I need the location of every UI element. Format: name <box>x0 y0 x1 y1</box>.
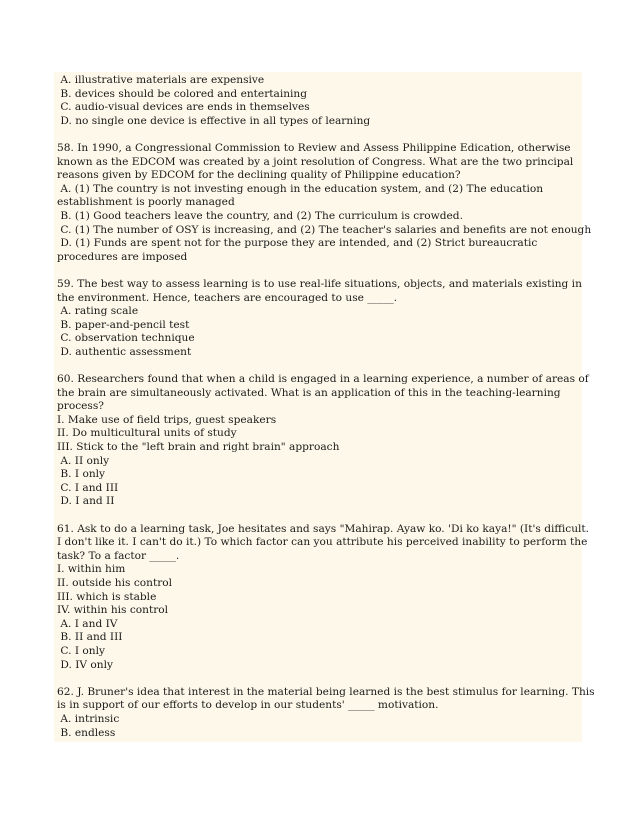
question-text: 62. J. Bruner's idea that interest in the material being learned is the best stimulus for learning. This <box>57 685 595 698</box>
option-d: D. authentic assessment <box>57 345 192 358</box>
option-a: A. I and IV <box>57 617 118 630</box>
option-b: B. devices should be colored and entertaining <box>57 87 308 100</box>
option-c: C. audio-visual devices are ends in themselves <box>57 101 310 114</box>
question-text: 59. The best way to assess learning is to use real-life situations, objects, and materials existing in <box>57 277 582 290</box>
option-c: C. observation technique <box>57 332 195 345</box>
question-text: I don't like it. I can't do it.) To which factor can you attribute his perceived inability to perform the <box>57 536 588 549</box>
statement-ii: II. Do multicultural units of study <box>57 427 237 440</box>
option-a: A. illustrative materials are expensive <box>57 74 265 86</box>
option-b: B. I only <box>57 468 106 481</box>
option-b: B. paper-and-pencil test <box>57 318 190 331</box>
question-57-options <box>57 74 581 128</box>
question-text: known as the EDCOM was created by a joint resolution of Congress. What are the two principal <box>57 155 574 168</box>
spacer <box>57 359 581 373</box>
statement-i: I. within him <box>57 563 126 576</box>
option-d-cont: procedures are imposed <box>57 250 188 263</box>
option-a: A. intrinsic <box>57 712 120 725</box>
option-c: C. (1) The number of OSY is increasing, and (2) The teacher's salaries and benefits are not enough <box>57 223 592 236</box>
option-d: D. I and II <box>57 495 115 508</box>
option-b: B. II and III <box>57 631 123 644</box>
question-60 <box>57 373 589 509</box>
option-a-cont: establishment is poorly managed <box>57 196 235 209</box>
question-text: process? <box>57 400 104 413</box>
question-text: the brain are simultaneously activated. What is an application of this in the teaching-learning <box>57 386 561 399</box>
statement-iv: IV. within his control <box>57 604 169 617</box>
option-d: D. IV only <box>57 658 113 671</box>
statement-ii: II. outside his control <box>57 576 173 589</box>
document-content <box>57 74 595 740</box>
option-b: B. (1) Good teachers leave the country, and (2) The curriculum is crowded. <box>57 209 463 222</box>
statement-iii: III. Stick to the "left brain and right brain" approach <box>57 441 340 454</box>
question-text: is in support of our efforts to develop in our students' _____ motivation. <box>57 699 439 712</box>
option-a: A. II only <box>57 454 110 467</box>
statement-iii: III. which is stable <box>57 590 157 603</box>
option-d: D. (1) Funds are spent not for the purpose they are intended, and (2) Strict bureaucratic <box>57 237 538 250</box>
question-text: reasons given by EDCOM for the declining quality of Philippine education? <box>57 169 461 182</box>
spacer <box>57 128 581 142</box>
question-62 <box>57 685 595 740</box>
statement-i: I. Make use of field trips, guest speakers <box>57 413 277 426</box>
question-59 <box>57 278 581 360</box>
question-text: 58. In 1990, a Congressional Commission to Review and Assess Philippine Edication, otherwise <box>57 141 571 154</box>
question-text: 61. Ask to do a learning task, Joe hesitates and says "Mahirap. Ayaw ko. 'Di ko kaya!" (It's difficult. <box>57 522 590 535</box>
option-b: B. endless <box>57 726 116 739</box>
option-c: C. I only <box>57 644 105 657</box>
option-a: A. (1) The country is not investing enough in the education system, and (2) The education <box>57 182 544 195</box>
spacer <box>57 672 581 686</box>
question-text: task? To a factor _____. <box>57 549 180 562</box>
spacer <box>57 264 581 278</box>
question-58 <box>57 141 592 264</box>
option-d: D. no single one device is effective in all types of learning <box>57 114 371 127</box>
option-c: C. I and III <box>57 481 119 494</box>
question-text: the environment. Hence, teachers are encouraged to use _____. <box>57 291 398 304</box>
question-text: 60. Researchers found that when a child is engaged in a learning experience, a number of areas of <box>57 373 589 386</box>
question-61 <box>57 522 590 673</box>
option-a: A. rating scale <box>57 305 139 318</box>
spacer <box>57 509 581 523</box>
